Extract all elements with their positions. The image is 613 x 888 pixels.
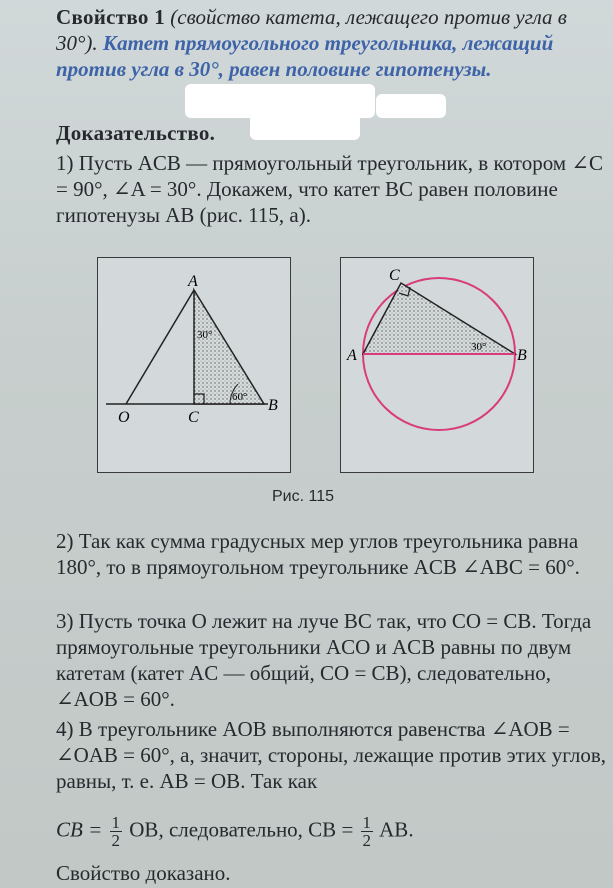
step-1: 1) Пусть ACB — прямоугольный треугольник, в котором ∠C = 90°, ∠A = 30°. Докажем, что катет BC равен половине гипотенузы AB (рис. 115, a). <box>56 151 603 227</box>
property-subtitle: (свойство катета, лежащего против угла в 30°). <box>56 5 567 55</box>
step-2: 2) Так как сумма градусных мер углов треугольника равна 180°, то в прямоугольном треугольнике ACB ∠ABC = 60°. <box>56 529 580 579</box>
label-o: O <box>118 409 130 426</box>
figure-a-drawing <box>98 258 290 472</box>
step-3: 3) Пусть точка O лежит на луче BC так, что CO = CB. Тогда прямоугольные треугольники ACO и ACB равны по двум катетам (катет AC — общий, CO = CB), следовательно, ∠AOB = 60°. <box>56 609 592 711</box>
figure-caption: Рис. 115 <box>272 488 335 505</box>
label-a: A <box>347 347 357 364</box>
label-b: B <box>517 347 527 364</box>
white-blot <box>376 94 446 118</box>
angle-60-label: 60° <box>232 391 248 403</box>
step-4-formula: CB = $\frac{1}{2}$ OB, следовательно, CB = $\frac{1}{2}$ AB. <box>56 813 414 850</box>
figure-b-drawing <box>341 258 533 472</box>
conclusion: Свойство доказано. <box>56 861 231 885</box>
side-ao <box>126 290 194 404</box>
label-c: C <box>389 267 400 284</box>
figure-b <box>340 257 534 473</box>
label-a: A <box>188 273 198 290</box>
label-c: C <box>188 409 199 426</box>
property-title: Свойство 1 <box>56 5 166 29</box>
step-4: 4) В треугольнике AOB выполняются равенства ∠AOB = ∠OAB = 60°, а, значит, стороны, лежащие против этих углов, равны, т. е. AB = OB. Так как <box>56 717 606 793</box>
proof-heading: Доказательство. <box>56 121 216 145</box>
inscribed-triangle <box>363 283 515 354</box>
property-block <box>56 4 608 82</box>
fraction-half: $\frac{1}{2}$ <box>111 813 121 850</box>
label-b: B <box>268 397 278 414</box>
fraction-half: $\frac{1}{2}$ <box>362 813 372 850</box>
angle-30-label: 30° <box>197 329 213 341</box>
shaded-triangle <box>194 290 264 404</box>
angle-30-label: 30° <box>471 341 487 353</box>
figure-a <box>97 257 291 473</box>
property-statement: Катет прямоугольного треугольника, лежащий против угла в 30°, равен половине гипотенузы. <box>56 31 554 81</box>
